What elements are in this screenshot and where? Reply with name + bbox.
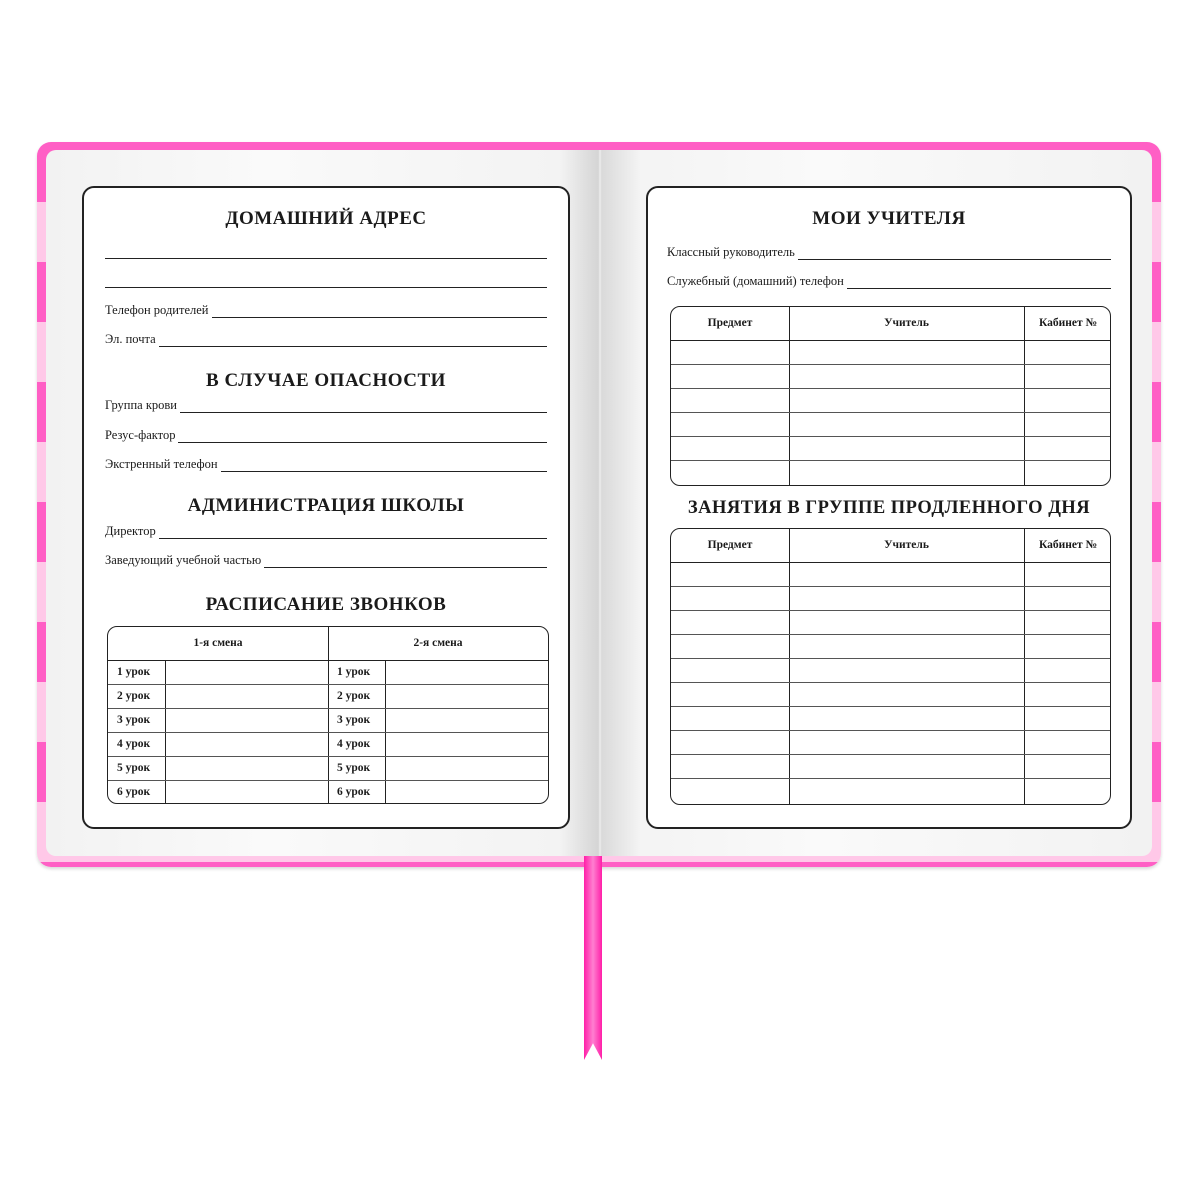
address-line-1 [105,258,547,259]
head-teacher-label: Заведующий учебной частью [105,553,262,567]
teacher-column-header: Учитель [884,317,929,329]
blood-type-label: Группа крови [105,398,177,412]
extended-day-title: ЗАНЯТИЯ В ГРУППЕ ПРОДЛЕННОГО ДНЯ [687,498,1091,518]
lesson-label: 1 урок [337,666,371,678]
shift-1-header: 1-я смена [193,637,243,649]
parents-phone-label: Телефон родителей [105,303,209,317]
rh-factor-row [105,428,547,443]
bell-schedule-title: РАСПИСАНИЕ ЗВОНКОВ [205,594,447,615]
ribbon-bookmark [584,850,602,1060]
subject-column-header: Предмет [707,317,753,329]
extended-day-table [670,528,1111,805]
director-row [105,524,547,539]
lesson-label: 6 урок [117,786,151,798]
teacher-column-header: Учитель [884,539,929,551]
work-phone-label: Служебный (домашний) телефон [667,274,844,288]
lesson-label: 5 урок [337,762,371,774]
lesson-label: 4 урок [117,738,151,750]
parents-phone-row [105,303,547,318]
lesson-label: 6 урок [337,786,371,798]
left-panel [82,186,570,829]
lesson-label: 5 урок [117,762,151,774]
director-label: Директор [105,524,156,538]
lesson-label: 3 урок [117,714,151,726]
teachers-table [670,306,1111,486]
blood-type-row [105,398,547,413]
rh-factor-label: Резус-фактор [105,428,176,442]
class-teacher-row [667,245,1111,260]
shift-2-header: 2-я смена [413,637,463,649]
lesson-label: 4 урок [337,738,371,750]
class-teacher-label: Классный руководитель [667,245,795,259]
emergency-phone-label: Экстренный телефон [105,457,218,471]
lesson-label: 3 урок [337,714,371,726]
head-teacher-row [105,553,547,568]
page-gutter [560,150,640,856]
subject-column-header: Предмет [707,539,753,551]
emergency-phone-row [105,457,547,472]
email-row [105,332,547,347]
home-address-title: ДОМАШНИЙ АДРЕС [225,208,427,229]
room-column-header: Кабинет № [1038,317,1098,329]
emergency-title: В СЛУЧАЕ ОПАСНОСТИ [206,370,446,391]
bell-schedule-table [107,626,549,804]
teachers-title: МОИ УЧИТЕЛЯ [812,208,966,229]
room-column-header: Кабинет № [1038,539,1098,551]
work-phone-row [667,274,1111,289]
address-line-2 [105,287,547,288]
lesson-label: 2 урок [117,690,151,702]
email-label: Эл. почта [105,332,156,346]
school-admin-title: АДМИНИСТРАЦИЯ ШКОЛЫ [187,495,465,516]
right-panel [646,186,1132,829]
lesson-label: 2 урок [337,690,371,702]
lesson-label: 1 урок [117,666,151,678]
